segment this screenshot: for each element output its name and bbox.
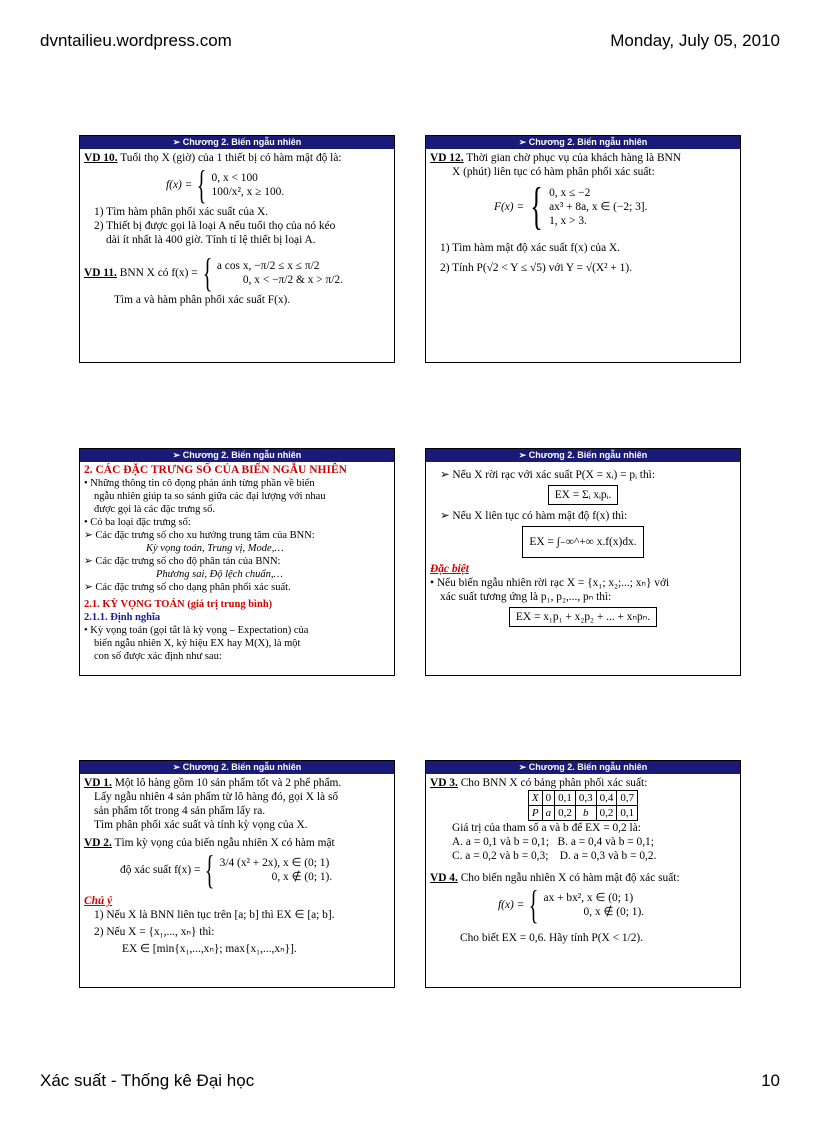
case-2: 100/x², x ≥ 100. (211, 186, 285, 198)
table-row (528, 791, 637, 806)
slide-title: ➢ Chương 2. Biến ngẫu nhiên (426, 136, 740, 149)
question-2b: dài ít nhất là 400 giờ. Tính tỉ lệ thiết bị loại A. (106, 234, 316, 246)
formula-finite: EX = x₁p₁ + x₂p₂ + ... + xₙpₙ. (509, 607, 657, 627)
option-c: C. a = 0,2 và b = 0,3; (452, 850, 549, 862)
formula-continuous: EX = ∫₋∞^+∞ x.f(x)dx. (522, 526, 643, 558)
option-a: A. a = 0,1 và b = 0,1; (452, 836, 549, 848)
bullet-1c: được gọi là các đặc trưng số. (94, 504, 216, 515)
Fx-label: F(x) = (494, 201, 525, 213)
slide-title: ➢ Chương 2. Biến ngẫu nhiên (80, 449, 394, 462)
table-cell: 0,1 (617, 806, 638, 821)
formula-discrete: EX = Σᵢ xᵢpᵢ. (548, 485, 619, 505)
bullet-3: ➢ Các đặc trưng số cho xu hướng trung tâm của BNN: (84, 530, 315, 541)
vd10-label: VD 10. (84, 152, 118, 164)
subsection-heading: 2.1. KỲ VỌNG TOÁN (giá trị trung bình) (84, 599, 273, 610)
slide-vd3-vd4 (425, 760, 741, 988)
vd3-label: VD 3. (430, 777, 458, 789)
bullet-1b: ngẫu nhiên giúp ta so sánh giữa các đại lượng với nhau (94, 491, 326, 502)
vd2-text: Tìm kỳ vọng của biến ngẫu nhiên X có hàm mật (114, 837, 335, 849)
vd1-c: sản phẩm tốt trong 4 sản phẩm lấy ra. (94, 805, 266, 817)
brace: { (530, 178, 543, 235)
table-cell: a (542, 806, 555, 821)
vd1-d: Tìm phân phối xác suất và tính kỳ vọng của X. (94, 819, 308, 831)
case-2: 0, x ∉ (0; 1). (271, 871, 333, 883)
case-3: 1, x > 3. (549, 215, 587, 227)
case-3: a cos x, −π/2 ≤ x ≤ π/2 (216, 260, 320, 272)
definition-1: • Kỳ vọng toán (gọi tắt là kỳ vọng – Expectation) của (84, 625, 309, 636)
vd12-label: VD 12. (430, 152, 464, 164)
table-row (528, 806, 637, 821)
continuous-case: ➢ Nếu X liên tục có hàm mật độ f(x) thì: (440, 510, 628, 522)
definition-1b: biến ngẫu nhiên X, ký hiệu EX hay M(X), là một (94, 638, 301, 649)
vd11-label: VD 11. (84, 267, 117, 279)
brace: { (529, 882, 539, 927)
vd1-label: VD 1. (84, 777, 112, 789)
vd10-text: Tuổi thọ X (giờ) của 1 thiết bị có hàm mật độ là: (120, 152, 342, 164)
vd1-text: Một lô hàng gồm 10 sản phẩm tốt và 2 phế phẩm. (114, 777, 342, 789)
brace: { (202, 250, 213, 295)
case-1: 0, x < 100 (211, 172, 258, 184)
bullet-3b: Kỳ vọng toán, Trung vị, Mode,… (146, 543, 284, 554)
bullet-1: • Những thông tin cô đọng phản ánh từng phần về biến (84, 478, 315, 489)
table-cell: P (528, 806, 542, 821)
footer-title: Xác suất - Thống kê Đại học (40, 1071, 255, 1090)
case-4: 0, x < −π/2 & x > π/2. (242, 274, 343, 286)
slide-expectation-formula (425, 448, 741, 676)
table-cell: X (528, 791, 542, 806)
fx-label: f(x) = (166, 179, 193, 191)
case-2: ax³ + 8a, x ∈ (−2; 3]. (549, 201, 648, 213)
bullet-4b: Phương sai, Độ lệch chuẩn,… (156, 569, 283, 580)
case-1: 3/4 (x² + 2x), x ∈ (0; 1) (219, 857, 330, 869)
vd4-label: VD 4. (430, 872, 458, 884)
vd12-text: Thời gian chờ phục vụ của khách hàng là BNN (466, 152, 682, 164)
question-3: Tìm a và hàm phân phối xác suất F(x). (114, 294, 291, 306)
note-heading: Chú ý (84, 895, 113, 907)
note-1: 1) Nếu X là BNN liên tục trên [a; b] thì EX ∈ [a; b]. (94, 909, 335, 921)
option-d: D. a = 0,3 và b = 0,2. (559, 850, 657, 862)
bullet-4: ➢ Các đặc trưng số cho độ phân tán của BNN: (84, 556, 281, 567)
note-2: 2) Nếu X = {x₁,..., xₙ} thì: (94, 926, 215, 938)
table-cell: 0,2 (596, 806, 617, 821)
section-heading: 2. CÁC ĐẶC TRƯNG SỐ CỦA BIẾN NGẪU NHIÊN (84, 464, 347, 476)
vd11-text: BNN X có f(x) = (119, 267, 198, 279)
vd1-b: Lấy ngẫu nhiên 4 sản phẩm từ lô hàng đó, gọi X là số (94, 791, 339, 803)
definition-1c: con số được xác định như sau: (94, 651, 222, 662)
vd4-question: Cho biết EX = 0,6. Hãy tính P(X < 1/2). (460, 932, 644, 944)
header-date: Monday, July 05, 2010 (610, 31, 780, 50)
question-2: 2) Thiết bị được gọi là loại A nếu tuổi thọ của nó kéo (94, 220, 336, 232)
slide-title: ➢ Chương 2. Biến ngẫu nhiên (426, 761, 740, 774)
question-1: 1) Tìm hàm mật độ xác suất f(x) của X. (440, 242, 621, 254)
brace: { (205, 847, 215, 892)
vd3-question: Giá trị của tham số a và b để EX = 0,2 là: (452, 822, 641, 834)
table-cell: 0,4 (596, 791, 617, 806)
page-number: 10 (761, 1071, 780, 1090)
slide-title: ➢ Chương 2. Biến ngẫu nhiên (80, 136, 394, 149)
table-cell: b (575, 806, 596, 821)
question-2: 2) Tính P(√2 < Y ≤ √5) với Y = √(X² + 1). (440, 262, 632, 274)
special-1: • Nếu biến ngẫu nhiên rời rạc X = {x₁; x₂;...; xₙ} với (430, 577, 670, 589)
bullet-2: • Có ba loại đặc trưng số: (84, 517, 191, 528)
definition-heading: 2.1.1. Định nghĩa (84, 612, 161, 623)
vd12-text2: X (phút) liên tục có hàm phân phối xác suất: (452, 166, 655, 178)
table-cell: 0,7 (617, 791, 638, 806)
brace: { (197, 162, 207, 207)
special-heading: Đặc biệt (430, 563, 469, 575)
case-2: 0, x ∉ (0; 1). (583, 906, 645, 918)
vd2-b: độ xác suất f(x) = (120, 864, 201, 876)
slide-vd12 (425, 135, 741, 363)
table-cell: 0 (542, 791, 555, 806)
case-1: 0, x ≤ −2 (549, 187, 591, 199)
special-2: xác suất tương ứng là p₁, p₂,..., pₙ thì: (440, 591, 612, 603)
table-cell: 0,1 (555, 791, 576, 806)
table-cell: 0,3 (575, 791, 596, 806)
case-1: ax + bx², x ∈ (0; 1) (543, 892, 634, 904)
slide-characteristics (79, 448, 395, 676)
table-cell: 0,2 (555, 806, 576, 821)
distribution-table (528, 790, 638, 821)
fx-label: f(x) = (498, 899, 525, 911)
slide-vd10 (79, 135, 395, 363)
question-1: 1) Tìm hàm phân phối xác suất của X. (94, 206, 269, 218)
note-3: EX ∈ [min{x₁,...,xₙ}; max{x₁,...,xₙ}]. (122, 943, 297, 955)
vd4-text: Cho biến ngẫu nhiên X có hàm mật độ xác suất: (460, 872, 680, 884)
slide-vd1-vd2 (79, 760, 395, 988)
vd3-text: Cho BNN X có bảng phân phối xác suất: (460, 777, 648, 789)
option-b: B. a = 0,4 và b = 0,1; (557, 836, 654, 848)
discrete-case: ➢ Nếu X rời rạc với xác suất P(X = xᵢ) = pᵢ thì: (440, 469, 655, 481)
vd2-label: VD 2. (84, 837, 112, 849)
header-site: dvntailieu.wordpress.com (40, 31, 232, 50)
slide-title: ➢ Chương 2. Biến ngẫu nhiên (426, 449, 740, 462)
bullet-5: ➢ Các đặc trưng số cho dạng phân phối xác suất. (84, 582, 291, 593)
slide-title: ➢ Chương 2. Biến ngẫu nhiên (80, 761, 394, 774)
